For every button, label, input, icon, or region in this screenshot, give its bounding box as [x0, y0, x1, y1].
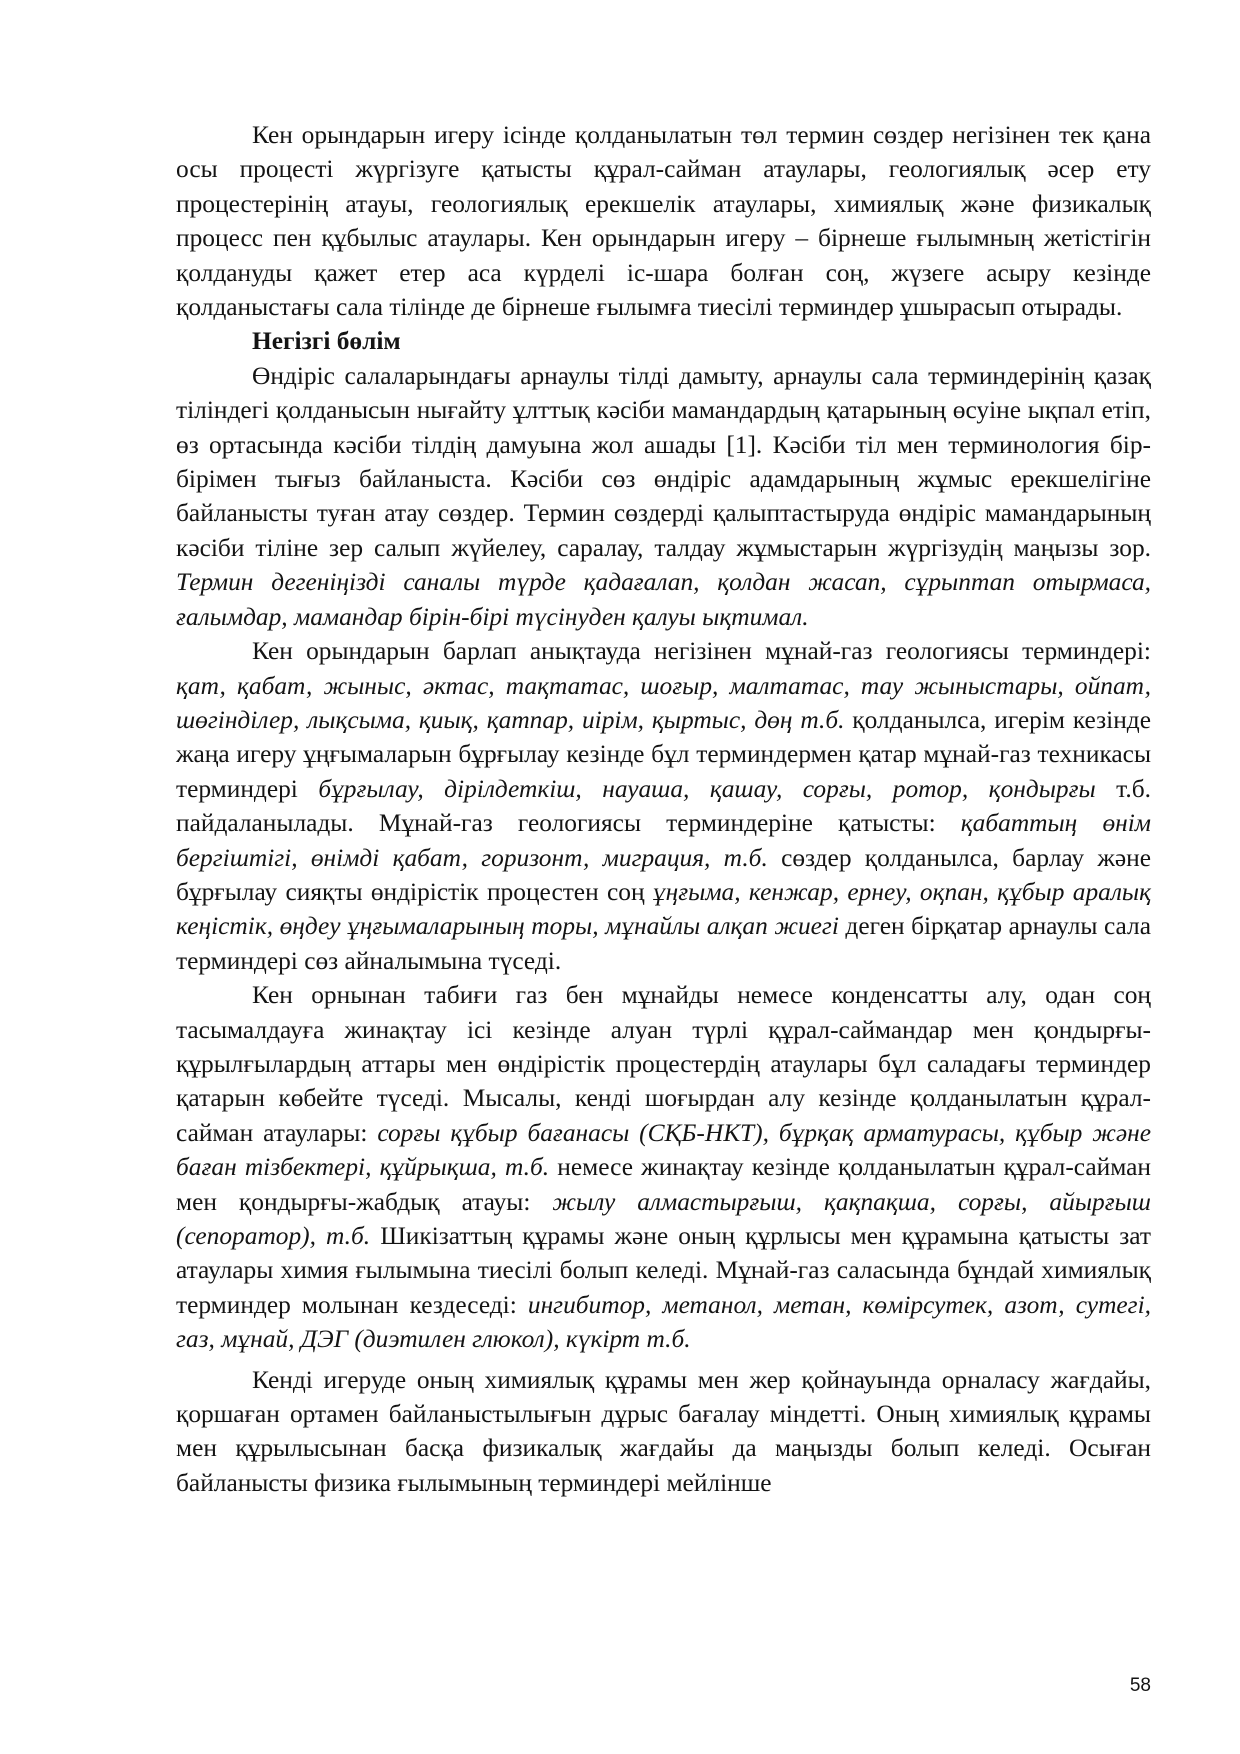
body-paragraph-3 — [176, 978, 1151, 1356]
italic-text-run: Термин дегеніңізді саналы түрде қадағалап, қолдан жасап, сұрыптап отырмаса, ғалымдар, мамандар бірін-бірі түсінуден қалуы ықтимал. — [176, 568, 1151, 631]
text-run: қолданылса, игерім кезінде жаңа игеру ұңғымаларын бұрғылау кезінде бұл терминдермен қатар мұнай-газ техникасы терминдері — [176, 705, 1151, 803]
text-run: Кен орнынан табиғи газ бен мұнайды немесе конденсатты алу, одан соң тасымалдауға жинақтау ісі кезінде алуан түрлі құрал-саймандар мен қондырғы-құрылғылардың аттары мен өндірістік процестердің атаулары бұл саладағы терминдер қатарын көбейте түседі. Мысалы, кенді шоғырдан алу кезінде қолданылатын құрал-сайман атаулары: — [176, 981, 1151, 1147]
page-number: 58 — [1129, 1675, 1151, 1696]
text-run: Кен орындарын игеру ісінде қолданылатын төл термин сөздер негізінен тек қана осы процесті жүргізуге қатысты құрал-сайман атаулары, геологиялық әсер ету процестерінің атауы, геологиялық ерекшелік атаулары, химиялық және физикалық процесс пен құбылыс атаулары. Кен орындарын игеру – бірнеше ғылымның жетістігін қолдануды қажет етер аса күрделі іс-шара болған соң, жүзеге асыру кезінде қолданыстағы сала тілінде де бірнеше ғылымға тиесілі терминдер ұшырасып отырады. — [176, 121, 1151, 322]
section-heading: Негізгі бөлім — [252, 327, 401, 356]
body-paragraph-1 — [176, 359, 1151, 634]
italic-text-run: жылу алмастырғыш, қақпақша, сорғы, айырғыш (сепоратор), т.б. — [176, 1187, 1151, 1250]
italic-text-run: сорғы құбыр бағанасы (СҚБ-НКТ), бұрқақ арматурасы, құбыр және баған тізбектері, құйрықша, т.б. — [176, 1118, 1152, 1182]
italic-text-run: қабаттың өнім бергіштігі, өнімді қабат, горизонт, миграция, т.б. — [176, 809, 1151, 872]
body-paragraph-2 — [176, 634, 1151, 978]
text-run: деген бірқатар арнаулы сала терминдері сөз айналымына түседі. — [176, 912, 1151, 975]
italic-text-run: қат, қабат, жыныс, әктас, тақтатас, шоғыр, малтатас, тау жыныстары, ойпат, шөгінділер, лықсыма, қиық, қатпар, иірім, қыртыс, дөң т.б. — [176, 671, 1151, 734]
italic-text-run: ингибитор, метанол, метан, көмірсутек, азот, сутегі, газ, мұнай, ДЭГ (диэтилен глюкол), күкірт т.б. — [176, 1290, 1151, 1354]
text-run: Кен орындарын барлап анықтауда негізінен мұнай-газ геологиясы терминдері: — [252, 637, 1151, 666]
document-page — [176, 118, 1151, 1500]
text-run: Өндіріс салаларындағы арнаулы тілді дамыту, арнаулы сала терминдерінің қазақ тіліндегі қолданысын нығайту ұлттық кәсіби мамандардың қатарының өсуіне ықпал етіп, өз ортасында кәсіби тілдің дамуына жол ашады [1]. Кәсіби тіл мен терминология бір-бірімен тығыз байланыста. Кәсіби сөз өндіріс адамдарының жұмыс ерекшелігіне байланысты туған атау сөздер. Термин сөздерді қалыптастыруда өндіріс мамандарының кәсіби тіліне зер салып жүйелеу, саралау, талдау жұмыстарын жүргізудің маңызы зор. — [176, 361, 1151, 562]
text-run: т.б. пайдаланылады. Мұнай-газ геологиясы терминдеріне қатысты: — [176, 774, 1151, 838]
text-run: немесе жинақтау кезінде қолданылатын құрал-сайман мен қондырғы-жабдық атауы: — [176, 1153, 1151, 1216]
intro-paragraph — [176, 118, 1151, 324]
italic-text-run: ұңғыма, кенжар, ернеу, оқпан, құбыр аралық кеңістік, өңдеу ұңғымаларының торы, мұнайлы алқап жиегі — [176, 877, 1151, 941]
text-run: сөздер қолданылса, барлау және бұрғылау сияқты өндірістік процестен соң — [176, 843, 1151, 906]
body-paragraph-4 — [176, 1363, 1151, 1501]
italic-text-run: бұрғылау, дірілдеткіш, науаша, қашау, сорғы, ротор, қондырғы — [318, 774, 1096, 803]
text-run: Кенді игеруде оның химиялық құрамы мен жер қойнауында орналасу жағдайы, қоршаған ортамен байланыстылығын дұрыс бағалау міндетті. Оның химиялық құрамы мен құрылысынан басқа физикалық жағдайы да маңызды болып келеді. Осыған байланысты физика ғылымының терминдері мейлінше — [176, 1365, 1151, 1497]
text-run: Шикізаттың құрамы және оның құрлысы мен құрамына қатысты зат атаулары химия ғылымына тиесілі болып келеді. Мұнай-газ саласында бұндай химиялық терминдер молынан кездеседі: — [176, 1222, 1151, 1319]
